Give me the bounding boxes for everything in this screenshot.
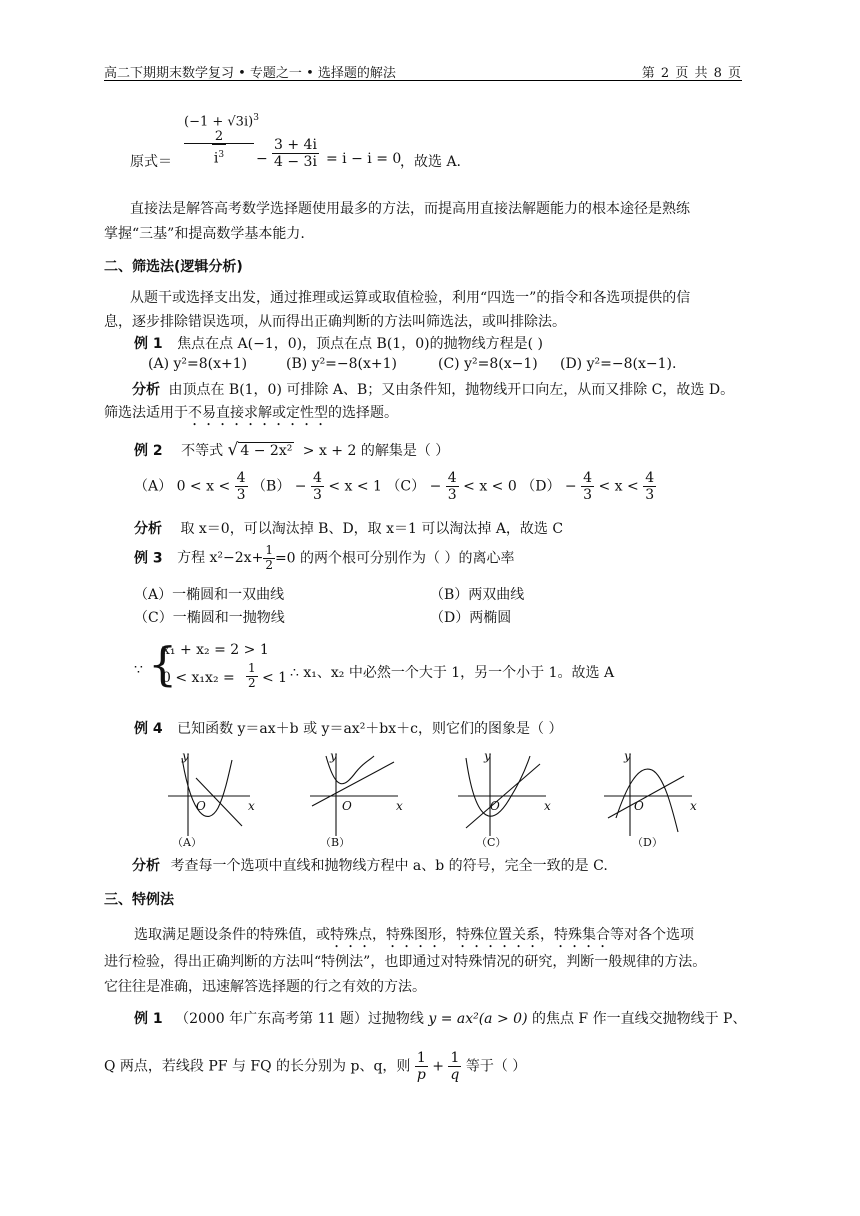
graph-d-parabola xyxy=(616,769,678,832)
intro-b: ， xyxy=(372,927,386,943)
intro-dotted-4: 特殊集合 xyxy=(554,927,610,943)
ex1-analysis-label: 分析 xyxy=(132,382,160,398)
frac-p: p xyxy=(416,1067,426,1084)
frac-one-over-p xyxy=(415,1050,428,1083)
frac-den: 3 xyxy=(447,487,457,504)
section2-title: 二、筛选法(逻辑分析) xyxy=(104,259,243,275)
para-direct-line2: 掌握“三基”和提高数学基本能力. xyxy=(104,226,305,242)
frac-den: 3 xyxy=(312,487,322,504)
frac-num: 4 xyxy=(447,470,457,486)
intro-dotted-3: 特殊位置关系 xyxy=(456,927,540,943)
ex2-options xyxy=(134,470,656,503)
ex2-sqrt: 4 − 2x² xyxy=(240,443,293,459)
ex2-opt-c-text: < x < 0 xyxy=(463,478,517,495)
ex2-opt-c-minus: − xyxy=(429,478,442,495)
ex2-question: 例 2 不等式 √ 4 − 2x² > x + 2 的解集是（ ） xyxy=(134,440,450,460)
graph-b-origin: O xyxy=(342,799,352,813)
ex3-half xyxy=(263,544,275,573)
ex2-opt-d-text: < x < xyxy=(598,478,639,495)
section3-intro-line1 xyxy=(134,924,694,951)
half-num: 1 xyxy=(265,543,273,557)
header-page-number: 第 2 页 共 8 页 xyxy=(641,66,742,81)
ex3-question xyxy=(134,544,515,573)
page-header xyxy=(104,60,742,81)
ex2-opt-a-text: 0 < x < xyxy=(176,478,231,495)
ex2-text-a: 不等式 xyxy=(181,443,224,459)
sec3-ex1-line2-b: 等于（ ） xyxy=(465,1058,527,1075)
ex2-analysis xyxy=(134,518,563,538)
ex4-graphs xyxy=(160,748,720,848)
fraction-second xyxy=(272,137,319,170)
ex1-label: 例 1 xyxy=(134,336,163,352)
ex1-option-b: (B) y²=−8(x+1) xyxy=(286,356,398,372)
ex2-opt-b-minus: − xyxy=(294,478,307,495)
system-line1: x₁ + x₂ = 2 > 1 xyxy=(162,642,269,658)
ex2-analysis-label: 分析 xyxy=(134,521,162,537)
frac-num: 4 xyxy=(312,470,322,486)
sec3-ex1-label: 例 1 xyxy=(134,1011,163,1027)
graph-d-y-label: y xyxy=(624,749,631,763)
fraction2-num: 3 + 4i xyxy=(274,137,317,153)
frac-q: q xyxy=(450,1067,460,1084)
intro-dotted-2: 特殊图形 xyxy=(386,927,442,943)
graph-a-origin: O xyxy=(196,799,206,813)
header-title: 高二下期期末数学复习 • 专题之一 • 选择题的解法 xyxy=(104,66,396,81)
graph-a-caption: （A） xyxy=(172,836,202,848)
sec3-ex1-line2: Q 两点，若线段 PF 与 FQ 的长分别为 p、q，则 $\frac{1}{p}$ + $\frac{1}{q}$ 等于（ ） xyxy=(104,1050,527,1084)
note-dotted: 不易直接求解或定性型 xyxy=(188,405,328,421)
ex1-analysis-text: 由顶点在 B(1，0) 可排除 A、B；又由条件知，抛物线开口向左，从而又排除 C，故选 D。 xyxy=(168,382,735,398)
formula-minus: − xyxy=(256,151,268,167)
system-half xyxy=(246,662,258,691)
graph-d-caption: （D） xyxy=(632,836,663,848)
ex2-analysis-text: 取 x＝0，可以淘汰掉 B、D，取 x＝1 可以淘汰掉 A，故选 C xyxy=(180,521,564,537)
graph-b-y-label: y xyxy=(330,749,337,763)
frac-num: 4 xyxy=(236,470,246,486)
ex2-opt-a-label: （A） xyxy=(134,478,173,495)
ex3-option-b: （B）两双曲线 xyxy=(430,587,525,603)
ex3-option-d: （D）两椭圆 xyxy=(430,610,512,626)
ex2-label: 例 2 xyxy=(134,443,163,459)
ex2-opt-d-label: （D） xyxy=(521,478,561,495)
ex2-opt-b-text: < x < 1 xyxy=(328,478,382,495)
ex3-text-a: 方程 x²−2x+ xyxy=(177,550,264,567)
graph-d-origin: O xyxy=(634,799,644,813)
ex3-conclusion: ∴ x₁、x₂ 中必然一个大于 1，另一个小于 1。故选 A xyxy=(290,665,615,681)
graph-d-x-label: x xyxy=(690,799,697,813)
note-end: 的选择题。 xyxy=(328,405,398,421)
graph-c-y-label: y xyxy=(484,749,491,763)
sec3-ex1-line2-a: Q 两点，若线段 PF 与 FQ 的长分别为 p、q，则 xyxy=(104,1058,411,1075)
ex2-opt-b-label: （B） xyxy=(252,478,291,495)
cube-exp: 3 xyxy=(253,113,259,123)
ex4-analysis xyxy=(132,855,608,875)
graph-c-caption: （C） xyxy=(476,836,507,848)
graph-b-x-label: x xyxy=(396,799,403,813)
section2-intro-line1: 从题干或选择支出发，通过推理或运算或取值检验，利用“四选一”的指令和各选项提供的信 xyxy=(130,290,691,306)
system-line2b: < 1 xyxy=(262,670,288,686)
ex1-option-c: (C) y²=8(x−1) xyxy=(438,356,538,372)
formula-tail: ，故选 A. xyxy=(400,154,462,170)
frac-num: 4 xyxy=(645,470,655,486)
ex1-question xyxy=(134,333,543,353)
sec3-ex1-text-a: （2000 年广东高考第 11 题）过抛物线 xyxy=(175,1011,424,1027)
ex3-label: 例 3 xyxy=(134,550,163,567)
sec3-ex1-text-b: 的焦点 F 作一直线交抛物线于 P、 xyxy=(531,1011,747,1027)
ex2-frac-d2 xyxy=(643,470,656,503)
ex4-question xyxy=(134,718,562,738)
i-exp: 3 xyxy=(218,150,225,161)
section3-intro-line3: 它往往是准确，迅速解答选择题的行之有效的方法。 xyxy=(104,979,426,995)
frac-den: 3 xyxy=(583,487,593,504)
fraction-num-top: −1 + √3i xyxy=(189,114,249,130)
section2-intro-line2: 息，逐步排除错误选项，从而得出正确判断的方法叫筛选法，或叫排除法。 xyxy=(104,314,566,330)
half-den: 2 xyxy=(265,557,273,572)
section3-intro-line2: 进行检验，得出正确判断的方法叫“特例法”，也即通过对特殊情况的研究，判断一般规律的方法。 xyxy=(104,954,707,970)
graph-c-x-label: x xyxy=(544,799,551,813)
system-line2a: 0 < x₁x₂ = xyxy=(162,670,235,686)
intro-dotted-1: 特殊点 xyxy=(330,927,372,943)
ex2-frac-c xyxy=(446,470,459,503)
ex1-option-d: (D) y²=−8(x−1). xyxy=(560,356,677,372)
frac-num: 1 xyxy=(450,1050,460,1066)
frac-one-over-q xyxy=(448,1050,461,1083)
ex1-analysis xyxy=(132,379,734,399)
document-page: 高二下期期末数学复习 • 专题之一 • 选择题的解法 第 2 页 共 8 页 原式＝ $(-1 + √3i)^3$ 2 $i^3$ − $\frac{3 + 4i}{4 - 3i}$ = i − i = 0 ，故选 A. 直接法是解答高考数学选择题使用最多的方法，而提高用直接法解题能力的根本途径是熟练 掌握“三基”和提高数学基本能力. 二、筛选法(逻辑分析) 从题干或选择支出发，通过推理或运算或取值检验，利用“四选一”的指令和各选项提供的信 息，逐步排除错误选项，从而得出正确判断的方法叫筛选法，或叫排除法。 例 1 焦点在点 A(−1，0)，顶点在点 B(1，0)的抛物线方程是( ) (A) y²=8(x+1) (B) y²=−8(x+1) (C) y²=8(x−1) (D) y²=−8(x−1). 分析 由顶点在 B(1，0) 可排除 A、B；又由条件知，抛物线开口向左，从而又排除 C，故选 D。 筛选法适用于不易直接求解或定性型的选择题。 例 2 不等式 √ 4 − 2x² > x + 2 的解集是（ ） （A） 0 < x < $\frac{4}{3}$ （B） − $\frac{4}{3}$ < x < 1 （C） − $\frac{4}{3}$ < x < 0 （D） − $\frac{4}{3}$ < x < $\frac{4}{3}$ 分析 取 x＝0，可以淘汰掉 B、D，取 x＝1 可以淘汰掉 A，故选 C 例 3 方程 x²−2x+ $\frac{1}{2}$ =0 的两个根可分别作为（ ）的离心率 （A）一椭圆和一双曲线 （B）两双曲线 （C）一椭圆和一抛物线 （D）两椭圆 ∵ { x₁ + x₂ = 2 > 1 0 < x₁x₂ = $\frac{1}{2}$ < 1 ∴ x₁、x₂ 中必然一个大于 1，另一个小于 1。故选 A 例 4 已知函数 y＝ax＋b 或 y＝ax²＋bx＋c，则它们的图象是（ ） y x O y x O y x O y x O （A） （B） （C） （D） 分析 考查每一个选项中直线和抛物线方程中 a、b 的符号，完全一致的是 C. 三、特例法 选取满足题设条件的特殊值，或特殊点，特殊图形，特殊位置关系，特殊集合等对各个选项 进行检验，得出正确判断的方法叫“特例法”，也即通过对特殊情况的研究，判断一般规律的方法。 它往往是准确，迅速解答选择题的行之有效的方法。 例 1 （2000 年广东高考第 11 题）过抛物线 y = ax²(a > 0) 的焦点 F 作一直线交抛物线于 P、 Q 两点，若线段 PF 与 FQ 的长分别为 p、q，则 $\frac{1}{p}$ + $\frac{1}{q}$ 等于（ ） xyxy=(0,0,860,1216)
formula-lead: 原式＝ xyxy=(130,154,172,170)
half-den: 2 xyxy=(248,675,256,690)
fraction-two: 2 xyxy=(212,129,226,145)
intro-f: 等对各个选项 xyxy=(610,927,694,943)
ex2-frac-a xyxy=(235,470,248,503)
ex1-text: 焦点在点 A(−1，0)，顶点在点 B(1，0)的抛物线方程是( ) xyxy=(177,336,543,352)
i-base: i xyxy=(213,150,219,167)
section3-title: 三、特例法 xyxy=(104,892,174,908)
graph-b-line xyxy=(312,762,394,806)
frac-den: 3 xyxy=(236,487,246,504)
ex1-note xyxy=(104,402,398,429)
graph-b-caption: （B） xyxy=(320,836,351,848)
graph-c-origin: O xyxy=(490,799,500,813)
intro-c: ， xyxy=(442,927,456,943)
sec3-ex1-formula: y = ax²(a > 0) xyxy=(428,1011,528,1027)
half-num: 1 xyxy=(248,661,256,675)
frac-den: 3 xyxy=(645,487,655,504)
frac-num: 1 xyxy=(416,1050,426,1066)
graph-a-x-label: x xyxy=(248,799,255,813)
fraction-main: $(-1 + √3i)^3$ 2 $i^3$ xyxy=(184,113,259,167)
intro-a: 选取满足题设条件的特殊值，或 xyxy=(134,927,330,943)
ex3-option-c: （C）一椭圆和一抛物线 xyxy=(134,610,285,626)
ex4-analysis-label: 分析 xyxy=(132,858,160,874)
ex2-opt-d-minus: − xyxy=(564,478,577,495)
formula-result: = i − i = 0 xyxy=(326,151,402,167)
ex2-opt-c-label: （C） xyxy=(386,478,426,495)
intro-e: ， xyxy=(540,927,554,943)
para-direct-line1: 直接法是解答高考数学选择题使用最多的方法，而提高用直接法解题能力的根本途径是熟练 xyxy=(130,201,690,217)
note-plain: 筛选法适用于 xyxy=(104,405,188,421)
graph-a-y-label: y xyxy=(182,749,189,763)
ex4-analysis-text: 考查每一个选项中直线和抛物线方程中 a、b 的符号，完全一致的是 C. xyxy=(170,858,608,874)
ex4-label: 例 4 xyxy=(134,721,163,737)
frac-num: 4 xyxy=(583,470,593,486)
ex3-text-b: =0 的两个根可分别作为（ ）的离心率 xyxy=(274,550,515,567)
ex4-text: 已知函数 y＝ax＋b 或 y＝ax²＋bx＋c，则它们的图象是（ ） xyxy=(177,721,563,737)
sec3-ex1-line1 xyxy=(134,1008,746,1028)
because-symbol: ∵ xyxy=(134,662,143,678)
ex2-frac-d1 xyxy=(581,470,594,503)
fraction2-den: 4 − 3i xyxy=(274,154,317,171)
ex1-option-a: (A) y²=8(x+1) xyxy=(148,356,248,372)
ex2-frac-b xyxy=(311,470,324,503)
ex3-option-a: （A）一椭圆和一双曲线 xyxy=(134,587,285,603)
ex2-text-b: > x + 2 的解集是（ ） xyxy=(302,443,450,459)
